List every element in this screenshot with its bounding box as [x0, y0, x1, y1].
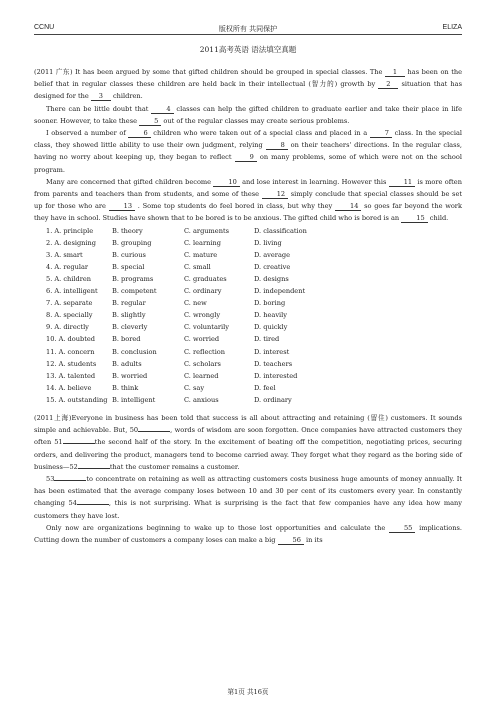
blank-10[interactable]: 10	[213, 178, 239, 187]
option-row: 3. A. smart B. curious C. mature D. average	[46, 250, 291, 259]
option-row: 8. A. specially B. slightly C. wrongly D. heavily	[46, 311, 287, 320]
header-center: 版权所有 共同保护	[218, 25, 278, 33]
blank-53[interactable]	[54, 480, 86, 481]
blank-7[interactable]: 7	[370, 129, 392, 138]
blank-3[interactable]: 3	[91, 92, 111, 101]
option-row: 6. A. intelligent B. competent C. ordinary D. independent	[46, 287, 306, 296]
blank-13[interactable]: 13	[109, 202, 135, 211]
blank-52[interactable]	[78, 468, 110, 469]
option-row: 10. A. doubted B. bored C. worried D. tired	[46, 335, 280, 344]
option-row: 4. A. regular B. special C. small D. creative	[46, 262, 291, 271]
blank-1[interactable]: 1	[385, 68, 405, 77]
option-row: 14. A. believe B. think C. say D. feel	[46, 383, 276, 392]
page-footer: 第1页 共16页	[227, 688, 269, 696]
passage2-paragraph-1: (2011上海)Everyone in business has been told that success is all about attracting and retaining (留住) customers. It sounds simple and achievable. But, 50 , words of wisdom are soon forgotten. Once companies have attracted customers they often 51 the second half of the story. In the excitement of beating off the competition, negotiating prices, securing orders, and delivering the product, managers tend to become carried away. They forget what they regard as the boring side of business—52 that the customer remains a customer.	[34, 414, 462, 471]
blank-9[interactable]: 9	[235, 153, 257, 162]
blank-56[interactable]: 56	[278, 536, 304, 545]
blank-55[interactable]: 55	[389, 524, 415, 533]
blank-4[interactable]: 4	[151, 105, 173, 114]
blank-5[interactable]: 5	[139, 117, 161, 126]
option-row: 5. A. children B. programs C. graduates D. designs	[46, 275, 289, 284]
passage1-paragraph-3: I observed a number of 6 children who were taken out of a special class and placed in a 7 class. In the special class, they showed little ability to use their own judgment, relying 8 on their teachers' directions. In the regular class, having no worry about keeping up, they began to reflect 9 on many problems, some of which were not on the school program.	[34, 129, 462, 174]
passage1-paragraph-4: Many are concerned that gifted children become 10 and lose interest in learning. However this 11 is more often from parents and teachers than from students, and some of these 12 simply conclude that special classes should be set up for those who are 13 . Some top students do feel bored in class, but why they 14 so goes far beyond the work they have in school. Studies have shown that to be bored is to be anxious. The gifted child who is bored is an 15 child.	[34, 177, 462, 223]
blank-2[interactable]: 2	[378, 80, 398, 89]
options-list	[46, 225, 462, 406]
document-body	[34, 66, 462, 546]
page-header	[34, 22, 462, 35]
option-row: 12. A. students B. adults C. scholars D. teachers	[46, 359, 293, 368]
option-row: 11. A. concern B. conclusion C. reflection D. interest	[46, 347, 290, 356]
passage1-paragraph-2: There can be little doubt that 4 classes can help the gifted children to graduate earlier and take their place in life sooner. However, to take these 5 out of the regular classes may create serious problems.	[34, 104, 462, 125]
option-row: 13. A. talented B. worried C. learned D. interested	[46, 371, 298, 380]
document-title: 2011高考英语 语法填空真题	[199, 45, 297, 54]
blank-54[interactable]	[77, 504, 109, 505]
header-left: CCNU	[34, 24, 55, 31]
option-row: 7. A. separate B. regular C. new D. boring	[46, 299, 286, 308]
blank-8[interactable]: 8	[266, 141, 288, 150]
header-right: ELIZA	[442, 24, 462, 31]
blank-11[interactable]: 11	[389, 178, 415, 187]
option-row: 2. A. designing B. grouping C. learning D. living	[46, 238, 282, 247]
blank-14[interactable]: 14	[335, 202, 361, 211]
option-row: 1. A. principle B. theory C. arguments D. classification	[46, 226, 307, 235]
blank-12[interactable]: 12	[262, 190, 288, 199]
blank-51[interactable]	[63, 443, 95, 444]
passage2-paragraph-3: Only now are organizations beginning to wake up to those lost opportunities and calculate the 55 implications. Cutting down the number of customers a company loses can make a big 56 in its	[34, 523, 462, 545]
blank-6[interactable]: 6	[128, 129, 150, 138]
passage2-paragraph-2: 53 to concentrate on retaining as well as attracting customers costs business huge amounts of money annually. It has been estimated that the average company loses between 10 and 30 per cent of its customers every year. In constantly changing 54 , this is not surprising. What is surprising is the fact that few companies have any idea how many customers they have lost.	[34, 475, 463, 520]
passage1-paragraph-1: (2011 广东) It has been argued by some that gifted children should be grouped in special classes. The 1 has been on the belief that in regular classes these children are held back in their intellectual (智力的) growth by 2 situation that has designed for the 3 children.	[34, 68, 462, 101]
blank-50[interactable]	[138, 431, 170, 432]
option-row: 9. A. directly B. cleverly C. voluntarily D. quickly	[46, 323, 288, 332]
option-row: 15. A. outstanding B. intelligent C. anxious D. ordinary	[46, 395, 292, 404]
blank-15[interactable]: 15	[401, 214, 427, 223]
